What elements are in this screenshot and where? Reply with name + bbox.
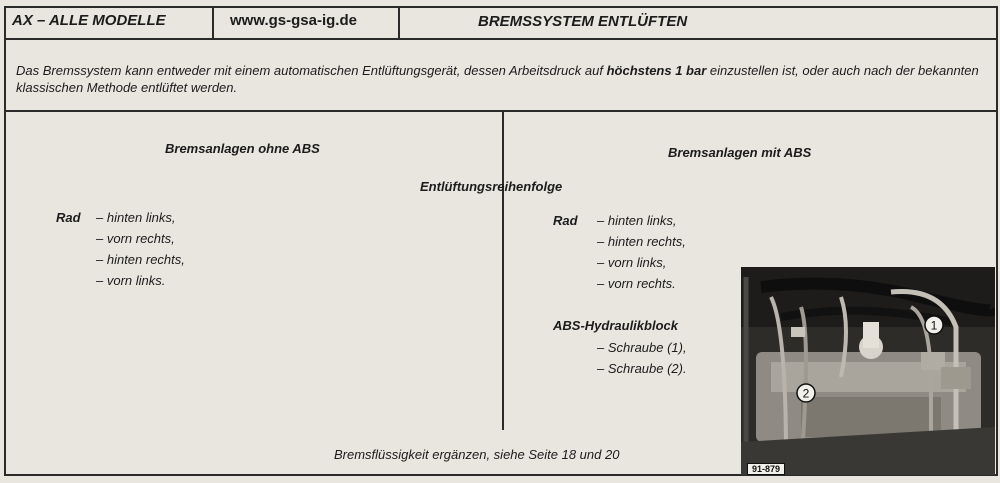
figure-label: 91-879: [747, 463, 785, 475]
callout-1: 1: [930, 318, 938, 333]
right-item-3: – vorn links,: [597, 255, 667, 270]
footer-note: Bremsflüssigkeit ergänzen, siehe Seite 18 und 20: [334, 447, 620, 462]
section-divider: [4, 110, 998, 112]
left-item-3: – hinten rechts,: [96, 252, 185, 267]
left-heading: Bremsanlagen ohne ABS: [165, 141, 320, 156]
right-item-2: – hinten rechts,: [597, 234, 686, 249]
abs-item-2: – Schraube (2).: [597, 361, 687, 376]
photo-illustration: [741, 267, 995, 475]
website-label: www.gs-gsa-ig.de: [230, 12, 357, 29]
callout-2: 2: [802, 386, 810, 401]
right-item-1: – hinten links,: [597, 213, 677, 228]
left-rad-label: Rad: [56, 210, 81, 225]
right-rad-label: Rad: [553, 213, 578, 228]
intro-text-1: Das Bremssystem kann entweder mit einem automatischen Entlüftungsgerät, dessen Arbeitsdruck auf: [16, 63, 607, 78]
right-item-4: – vorn rechts.: [597, 276, 676, 291]
intro-paragraph: [16, 62, 991, 96]
model-label: AX – ALLE MODELLE: [12, 12, 166, 29]
right-heading: Bremsanlagen mit ABS: [668, 145, 812, 160]
abs-hydraulic-block-photo: [741, 267, 995, 475]
left-item-2: – vorn rechts,: [96, 231, 175, 246]
column-divider: [502, 112, 504, 430]
header-divider: [4, 38, 998, 40]
abs-item-1: – Schraube (1),: [597, 340, 687, 355]
intro-bold: höchstens 1 bar: [606, 63, 707, 78]
page-title: BREMSSYSTEM ENTLÜFTEN: [478, 13, 688, 30]
left-item-1: – hinten links,: [96, 210, 176, 225]
abs-heading: ABS-Hydraulikblock: [553, 318, 678, 333]
header-sep-2: [398, 6, 400, 39]
header-sep-1: [212, 6, 214, 39]
intro-text-2: einzustellen ist, oder auch nach der bekannten klassischen Methode entlüftet werden.: [16, 63, 979, 95]
center-heading: Entlüftungsreihenfolge: [420, 179, 563, 194]
left-item-4: – vorn links.: [96, 273, 166, 288]
